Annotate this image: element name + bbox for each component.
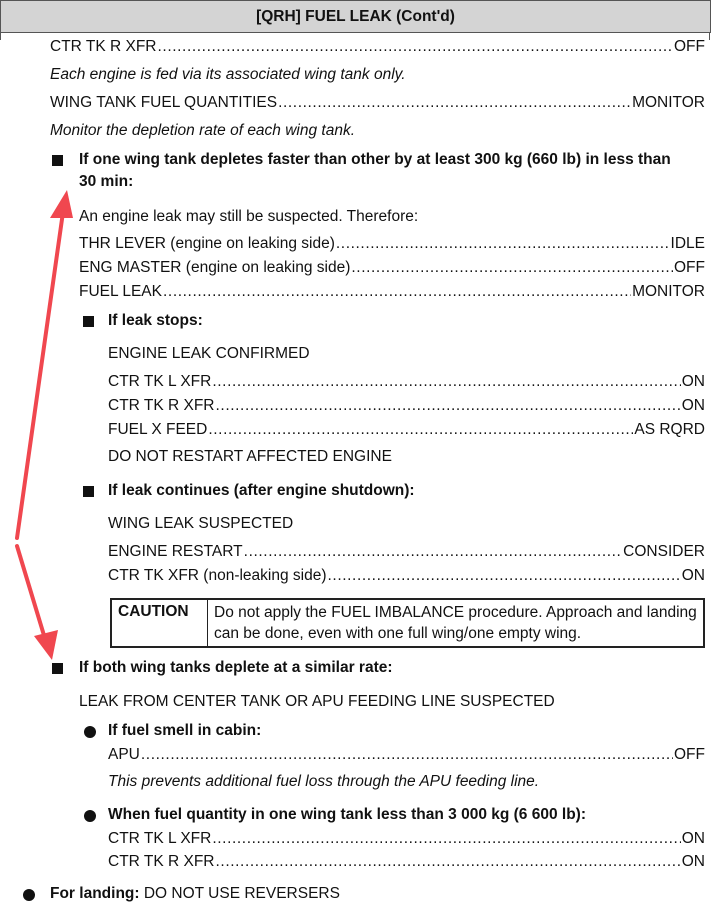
wing-tank-fuel-row: WING TANK FUEL QUANTITIES ..... MONITOR <box>50 92 705 114</box>
arrow-down-head <box>34 630 58 660</box>
ctr-tk-r-xfr-on-row: CTR TK R XFR ..... ON <box>108 851 705 873</box>
arrow-up-line <box>17 205 64 538</box>
landing-title: For landing: <box>50 885 140 902</box>
ctr-tk-r-xfr-row: CTR TK R XFR ..... ON <box>108 395 705 417</box>
note-monitor: Monitor the depletion rate of each wing tank. <box>50 122 356 139</box>
arrow-down-line <box>17 546 46 642</box>
note-fed: Each engine is fed via its associated wing tank only. <box>50 66 406 83</box>
arrow-up-head <box>50 190 73 218</box>
caution-label: CAUTION <box>112 600 208 646</box>
cond-one-wing-title-2: 30 min: <box>79 173 134 190</box>
cond-both-wing-title: If both wing tanks deplete at a similar rate: <box>79 659 393 676</box>
cond-one-wing-title-1: If one wing tank depletes faster than other by at least 300 kg (660 lb) in less than <box>79 151 671 168</box>
landing-text: DO NOT USE REVERSERS <box>143 885 340 902</box>
center-tank-suspected: LEAK FROM CENTER TANK OR APU FEEDING LINE SUSPECTED <box>79 693 555 710</box>
ctr-tk-l-xfr-on-row: CTR TK L XFR ..... ON <box>108 828 705 850</box>
cond-one-wing-note: An engine leak may still be suspected. Therefore: <box>79 208 419 225</box>
apu-note: This prevents additional fuel loss through the APU feeding line. <box>108 773 540 790</box>
cond-leak-continues-title: If leak continues (after engine shutdown): <box>108 482 415 499</box>
fuel-smell-title: If fuel smell in cabin: <box>108 722 262 739</box>
do-not-restart: DO NOT RESTART AFFECTED ENGINE <box>108 448 392 465</box>
engine-restart-row: ENGINE RESTART ..... CONSIDER <box>108 541 705 563</box>
ctr-tk-xfr-row: CTR TK XFR (non-leaking side) ..... ON <box>108 565 705 587</box>
page-title: [QRH] FUEL LEAK (Cont'd) <box>256 7 455 25</box>
fuel-qty-title: When fuel quantity in one wing tank less than 3 000 kg (6 600 lb): <box>108 806 587 823</box>
fuel-x-feed-row: FUEL X FEED ..... AS RQRD <box>108 419 705 441</box>
caution-text: Do not apply the FUEL IMBALANCE procedure. Approach and landing can be done, even with one full wing/one empty wing. <box>214 604 697 642</box>
cond-leak-stops-title: If leak stops: <box>108 312 203 329</box>
ctr-tk-l-xfr-row: CTR TK L XFR ..... ON <box>108 371 705 393</box>
apu-row: APU ..... OFF <box>108 744 705 766</box>
fuel-leak-row: FUEL LEAK ..... MONITOR <box>79 281 705 303</box>
thr-lever-row: THR LEVER (engine on leaking side) ..... IDLE <box>79 233 705 255</box>
engine-leak-confirmed: ENGINE LEAK CONFIRMED <box>108 345 310 362</box>
wing-leak-suspected: WING LEAK SUSPECTED <box>108 515 294 532</box>
eng-master-row: ENG MASTER (engine on leaking side) ..... OFF <box>79 257 705 279</box>
ctr-tk-r-xfr-off-row: CTR TK R XFR ..... OFF <box>50 36 705 58</box>
